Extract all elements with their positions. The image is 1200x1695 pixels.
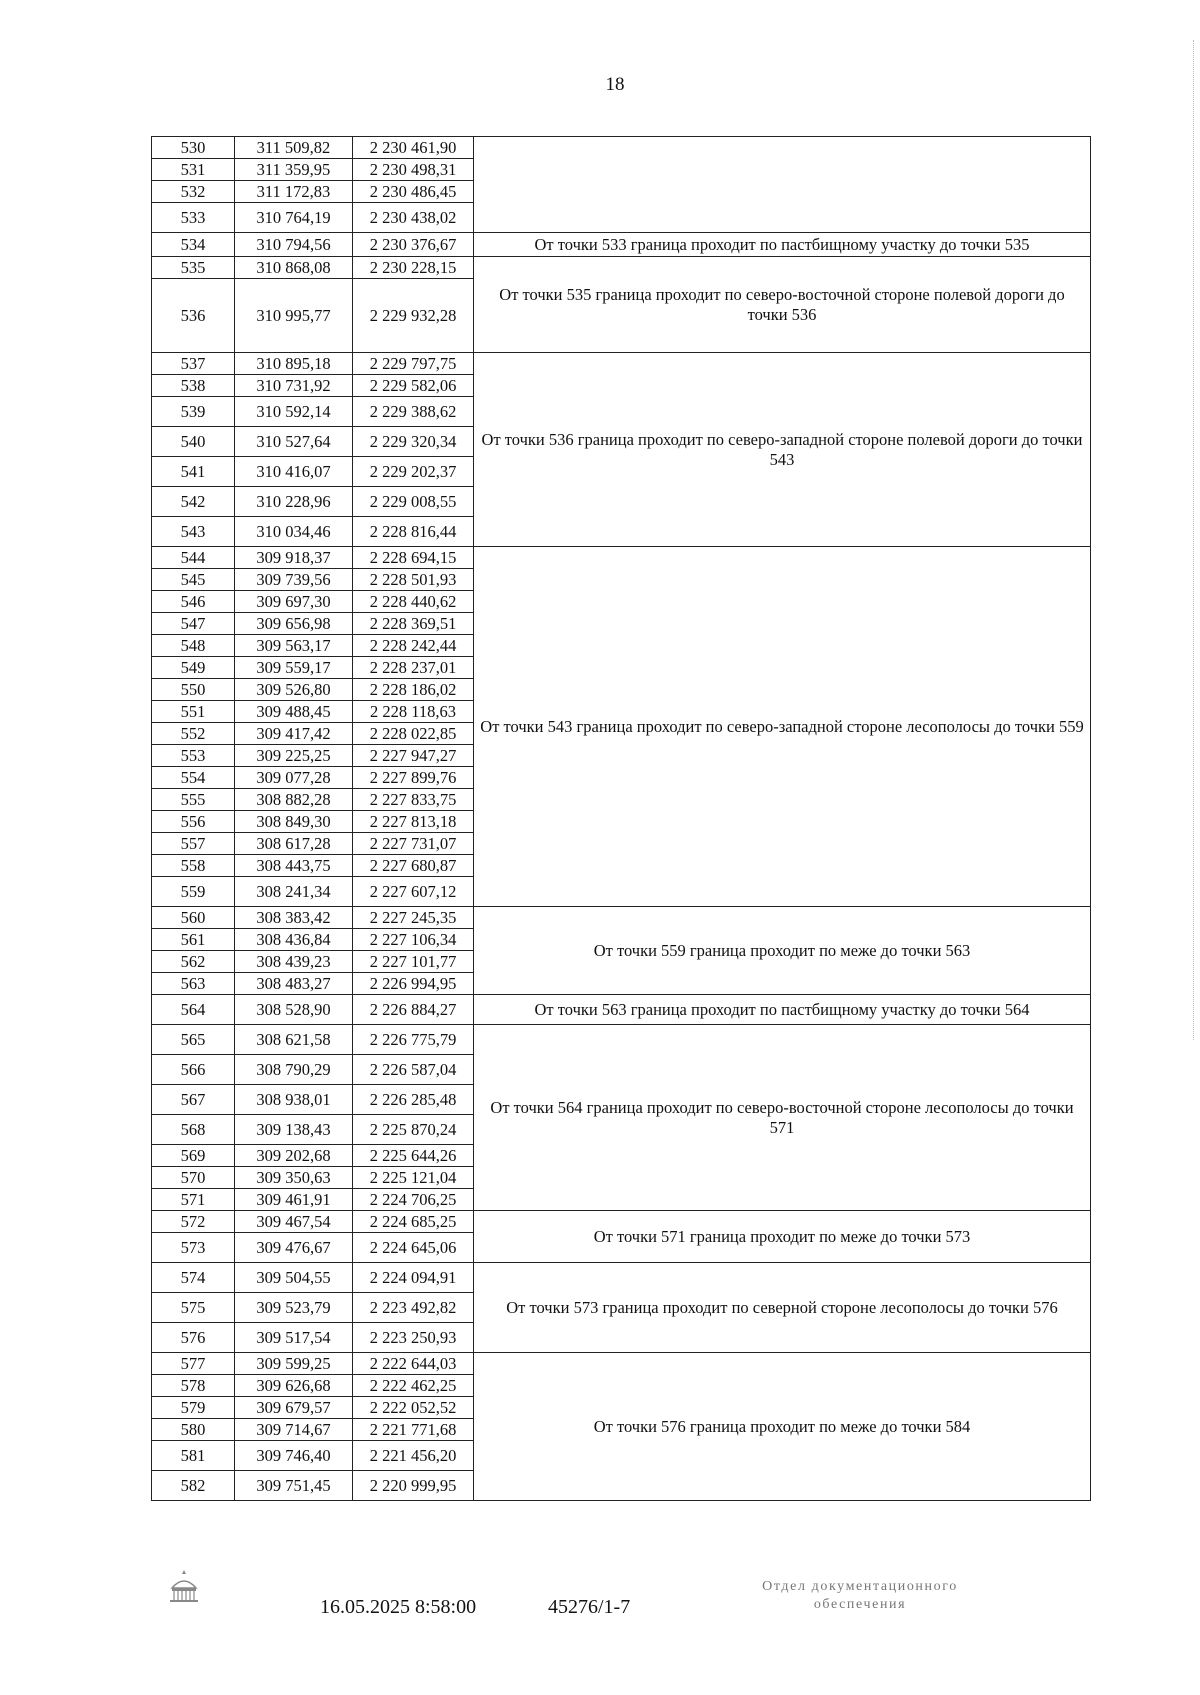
y-coordinate: 2 228 501,93 <box>353 569 474 591</box>
x-coordinate: 309 918,37 <box>235 547 353 569</box>
x-coordinate: 310 034,46 <box>235 517 353 547</box>
footer-date: 16.05.2025 8:58:00 <box>320 1596 477 1618</box>
y-coordinate: 2 227 813,18 <box>353 811 474 833</box>
boundary-description: От точки 564 граница проходит по северо-восточной стороне лесополосы до точки 571 <box>474 1025 1091 1211</box>
y-coordinate: 2 228 369,51 <box>353 613 474 635</box>
x-coordinate: 309 517,54 <box>235 1323 353 1353</box>
y-coordinate: 2 226 884,27 <box>353 995 474 1025</box>
table-row <box>152 1263 1091 1293</box>
x-coordinate: 309 504,55 <box>235 1263 353 1293</box>
x-coordinate: 310 895,18 <box>235 353 353 375</box>
point-number: 570 <box>152 1167 235 1189</box>
table-row <box>152 907 1091 929</box>
point-number: 563 <box>152 973 235 995</box>
x-coordinate: 308 436,84 <box>235 929 353 951</box>
x-coordinate: 309 523,79 <box>235 1293 353 1323</box>
y-coordinate: 2 228 440,62 <box>353 591 474 613</box>
point-number: 578 <box>152 1375 235 1397</box>
x-coordinate: 309 559,17 <box>235 657 353 679</box>
point-number: 560 <box>152 907 235 929</box>
point-number: 537 <box>152 353 235 375</box>
y-coordinate: 2 224 645,06 <box>353 1233 474 1263</box>
x-coordinate: 309 488,45 <box>235 701 353 723</box>
boundary-description: От точки 571 граница проходит по меже до точки 573 <box>474 1211 1091 1263</box>
x-coordinate: 309 138,43 <box>235 1115 353 1145</box>
point-number: 576 <box>152 1323 235 1353</box>
y-coordinate: 2 229 320,34 <box>353 427 474 457</box>
y-coordinate: 2 221 456,20 <box>353 1441 474 1471</box>
point-number: 532 <box>152 181 235 203</box>
x-coordinate: 310 592,14 <box>235 397 353 427</box>
x-coordinate: 309 526,80 <box>235 679 353 701</box>
x-coordinate: 309 751,45 <box>235 1471 353 1501</box>
y-coordinate: 2 227 833,75 <box>353 789 474 811</box>
point-number: 553 <box>152 745 235 767</box>
x-coordinate: 308 790,29 <box>235 1055 353 1085</box>
x-coordinate: 309 599,25 <box>235 1353 353 1375</box>
point-number: 531 <box>152 159 235 181</box>
x-coordinate: 309 350,63 <box>235 1167 353 1189</box>
point-number: 568 <box>152 1115 235 1145</box>
stamp-line-2: обеспечения <box>813 1596 907 1612</box>
y-coordinate: 2 226 775,79 <box>353 1025 474 1055</box>
y-coordinate: 2 229 202,37 <box>353 457 474 487</box>
x-coordinate: 311 172,83 <box>235 181 353 203</box>
point-number: 582 <box>152 1471 235 1501</box>
y-coordinate: 2 228 118,63 <box>353 701 474 723</box>
point-number: 555 <box>152 789 235 811</box>
point-number: 571 <box>152 1189 235 1211</box>
y-coordinate: 2 228 186,02 <box>353 679 474 701</box>
x-coordinate: 308 528,90 <box>235 995 353 1025</box>
point-number: 564 <box>152 995 235 1025</box>
point-number: 581 <box>152 1441 235 1471</box>
y-coordinate: 2 227 106,34 <box>353 929 474 951</box>
point-number: 533 <box>152 203 235 233</box>
x-coordinate: 308 621,58 <box>235 1025 353 1055</box>
y-coordinate: 2 226 285,48 <box>353 1085 474 1115</box>
boundary-description: От точки 543 граница проходит по северо-западной стороне лесополосы до точки 559 <box>474 547 1091 907</box>
point-number: 558 <box>152 855 235 877</box>
y-coordinate: 2 230 461,90 <box>353 137 474 159</box>
point-number: 543 <box>152 517 235 547</box>
boundary-description: От точки 576 граница проходит по меже до точки 584 <box>474 1353 1091 1501</box>
point-number: 547 <box>152 613 235 635</box>
y-coordinate: 2 224 094,91 <box>353 1263 474 1293</box>
point-number: 554 <box>152 767 235 789</box>
y-coordinate: 2 227 680,87 <box>353 855 474 877</box>
x-coordinate: 309 746,40 <box>235 1441 353 1471</box>
point-number: 580 <box>152 1419 235 1441</box>
x-coordinate: 308 938,01 <box>235 1085 353 1115</box>
boundary-description: От точки 563 граница проходит по пастбищному участку до точки 564 <box>474 995 1091 1025</box>
point-number: 544 <box>152 547 235 569</box>
point-number: 577 <box>152 1353 235 1375</box>
x-coordinate: 309 714,67 <box>235 1419 353 1441</box>
y-coordinate: 2 230 498,31 <box>353 159 474 181</box>
point-number: 579 <box>152 1397 235 1419</box>
y-coordinate: 2 228 694,15 <box>353 547 474 569</box>
x-coordinate: 310 731,92 <box>235 375 353 397</box>
point-number: 566 <box>152 1055 235 1085</box>
point-number: 556 <box>152 811 235 833</box>
y-coordinate: 2 222 462,25 <box>353 1375 474 1397</box>
point-number: 551 <box>152 701 235 723</box>
y-coordinate: 2 228 237,01 <box>353 657 474 679</box>
y-coordinate: 2 222 644,03 <box>353 1353 474 1375</box>
y-coordinate: 2 229 797,75 <box>353 353 474 375</box>
boundary-description: От точки 573 граница проходит по северной стороне лесополосы до точки 576 <box>474 1263 1091 1353</box>
x-coordinate: 309 461,91 <box>235 1189 353 1211</box>
point-number: 575 <box>152 1293 235 1323</box>
y-coordinate: 2 227 607,12 <box>353 877 474 907</box>
y-coordinate: 2 220 999,95 <box>353 1471 474 1501</box>
table-row <box>152 547 1091 569</box>
page-number: 18 <box>605 74 625 95</box>
point-number: 541 <box>152 457 235 487</box>
point-number: 567 <box>152 1085 235 1115</box>
point-number: 559 <box>152 877 235 907</box>
boundary-description: От точки 559 граница проходит по меже до точки 563 <box>474 907 1091 995</box>
x-coordinate: 309 626,68 <box>235 1375 353 1397</box>
x-coordinate: 309 656,98 <box>235 613 353 635</box>
point-number: 539 <box>152 397 235 427</box>
table-row <box>152 353 1091 375</box>
table-row <box>152 137 1091 159</box>
point-number: 561 <box>152 929 235 951</box>
x-coordinate: 309 739,56 <box>235 569 353 591</box>
table-row <box>152 233 1091 257</box>
point-number: 536 <box>152 279 235 353</box>
y-coordinate: 2 230 486,45 <box>353 181 474 203</box>
x-coordinate: 309 697,30 <box>235 591 353 613</box>
y-coordinate: 2 229 388,62 <box>353 397 474 427</box>
x-coordinate: 311 359,95 <box>235 159 353 181</box>
point-number: 573 <box>152 1233 235 1263</box>
y-coordinate: 2 229 008,55 <box>353 487 474 517</box>
point-number: 535 <box>152 257 235 279</box>
y-coordinate: 2 227 101,77 <box>353 951 474 973</box>
emblem-icon <box>166 1568 202 1609</box>
x-coordinate: 310 527,64 <box>235 427 353 457</box>
point-number: 565 <box>152 1025 235 1055</box>
point-number: 546 <box>152 591 235 613</box>
x-coordinate: 308 849,30 <box>235 811 353 833</box>
stamp-line-1: Отдел документационного <box>762 1579 958 1594</box>
y-coordinate: 2 225 644,26 <box>353 1145 474 1167</box>
point-number: 548 <box>152 635 235 657</box>
table-row <box>152 257 1091 279</box>
x-coordinate: 309 467,54 <box>235 1211 353 1233</box>
y-coordinate: 2 227 947,27 <box>353 745 474 767</box>
y-coordinate: 2 224 685,25 <box>353 1211 474 1233</box>
x-coordinate: 309 225,25 <box>235 745 353 767</box>
y-coordinate: 2 225 121,04 <box>353 1167 474 1189</box>
coordinates-table <box>151 136 1091 1501</box>
y-coordinate: 2 222 052,52 <box>353 1397 474 1419</box>
y-coordinate: 2 226 994,95 <box>353 973 474 995</box>
x-coordinate: 309 563,17 <box>235 635 353 657</box>
y-coordinate: 2 223 492,82 <box>353 1293 474 1323</box>
y-coordinate: 2 229 932,28 <box>353 279 474 353</box>
y-coordinate: 2 228 242,44 <box>353 635 474 657</box>
point-number: 530 <box>152 137 235 159</box>
y-coordinate: 2 227 899,76 <box>353 767 474 789</box>
point-number: 540 <box>152 427 235 457</box>
point-number: 550 <box>152 679 235 701</box>
y-coordinate: 2 225 870,24 <box>353 1115 474 1145</box>
x-coordinate: 309 476,67 <box>235 1233 353 1263</box>
y-coordinate: 2 230 228,15 <box>353 257 474 279</box>
x-coordinate: 309 077,28 <box>235 767 353 789</box>
x-coordinate: 309 679,57 <box>235 1397 353 1419</box>
y-coordinate: 2 228 022,85 <box>353 723 474 745</box>
point-number: 534 <box>152 233 235 257</box>
point-number: 572 <box>152 1211 235 1233</box>
y-coordinate: 2 229 582,06 <box>353 375 474 397</box>
point-number: 542 <box>152 487 235 517</box>
boundary-description <box>474 137 1091 233</box>
x-coordinate: 308 439,23 <box>235 951 353 973</box>
x-coordinate: 309 417,42 <box>235 723 353 745</box>
x-coordinate: 310 416,07 <box>235 457 353 487</box>
x-coordinate: 311 509,82 <box>235 137 353 159</box>
y-coordinate: 2 228 816,44 <box>353 517 474 547</box>
point-number: 545 <box>152 569 235 591</box>
x-coordinate: 308 617,28 <box>235 833 353 855</box>
x-coordinate: 308 882,28 <box>235 789 353 811</box>
point-number: 549 <box>152 657 235 679</box>
boundary-description: От точки 535 граница проходит по северо-восточной стороне полевой дороги до точки 536 <box>474 257 1091 353</box>
y-coordinate: 2 221 771,68 <box>353 1419 474 1441</box>
y-coordinate: 2 230 376,67 <box>353 233 474 257</box>
point-number: 557 <box>152 833 235 855</box>
table-row <box>152 1353 1091 1375</box>
y-coordinate: 2 230 438,02 <box>353 203 474 233</box>
x-coordinate: 308 383,42 <box>235 907 353 929</box>
x-coordinate: 308 443,75 <box>235 855 353 877</box>
y-coordinate: 2 224 706,25 <box>353 1189 474 1211</box>
boundary-description: От точки 536 граница проходит по северо-западной стороне полевой дороги до точки 543 <box>474 353 1091 547</box>
x-coordinate: 308 241,34 <box>235 877 353 907</box>
margin-marks <box>1193 40 1200 1040</box>
x-coordinate: 308 483,27 <box>235 973 353 995</box>
y-coordinate: 2 223 250,93 <box>353 1323 474 1353</box>
table-row <box>152 995 1091 1025</box>
department-stamp <box>700 1578 1020 1613</box>
x-coordinate: 310 995,77 <box>235 279 353 353</box>
point-number: 538 <box>152 375 235 397</box>
x-coordinate: 310 764,19 <box>235 203 353 233</box>
y-coordinate: 2 227 731,07 <box>353 833 474 855</box>
x-coordinate: 310 228,96 <box>235 487 353 517</box>
point-number: 562 <box>152 951 235 973</box>
point-number: 569 <box>152 1145 235 1167</box>
footer-code: 45276/1-7 <box>548 1596 631 1618</box>
y-coordinate: 2 227 245,35 <box>353 907 474 929</box>
x-coordinate: 309 202,68 <box>235 1145 353 1167</box>
point-number: 552 <box>152 723 235 745</box>
point-number: 574 <box>152 1263 235 1293</box>
table-row <box>152 1211 1091 1233</box>
x-coordinate: 310 794,56 <box>235 233 353 257</box>
boundary-description: От точки 533 граница проходит по пастбищному участку до точки 535 <box>474 233 1091 257</box>
table-row <box>152 1025 1091 1055</box>
x-coordinate: 310 868,08 <box>235 257 353 279</box>
y-coordinate: 2 226 587,04 <box>353 1055 474 1085</box>
